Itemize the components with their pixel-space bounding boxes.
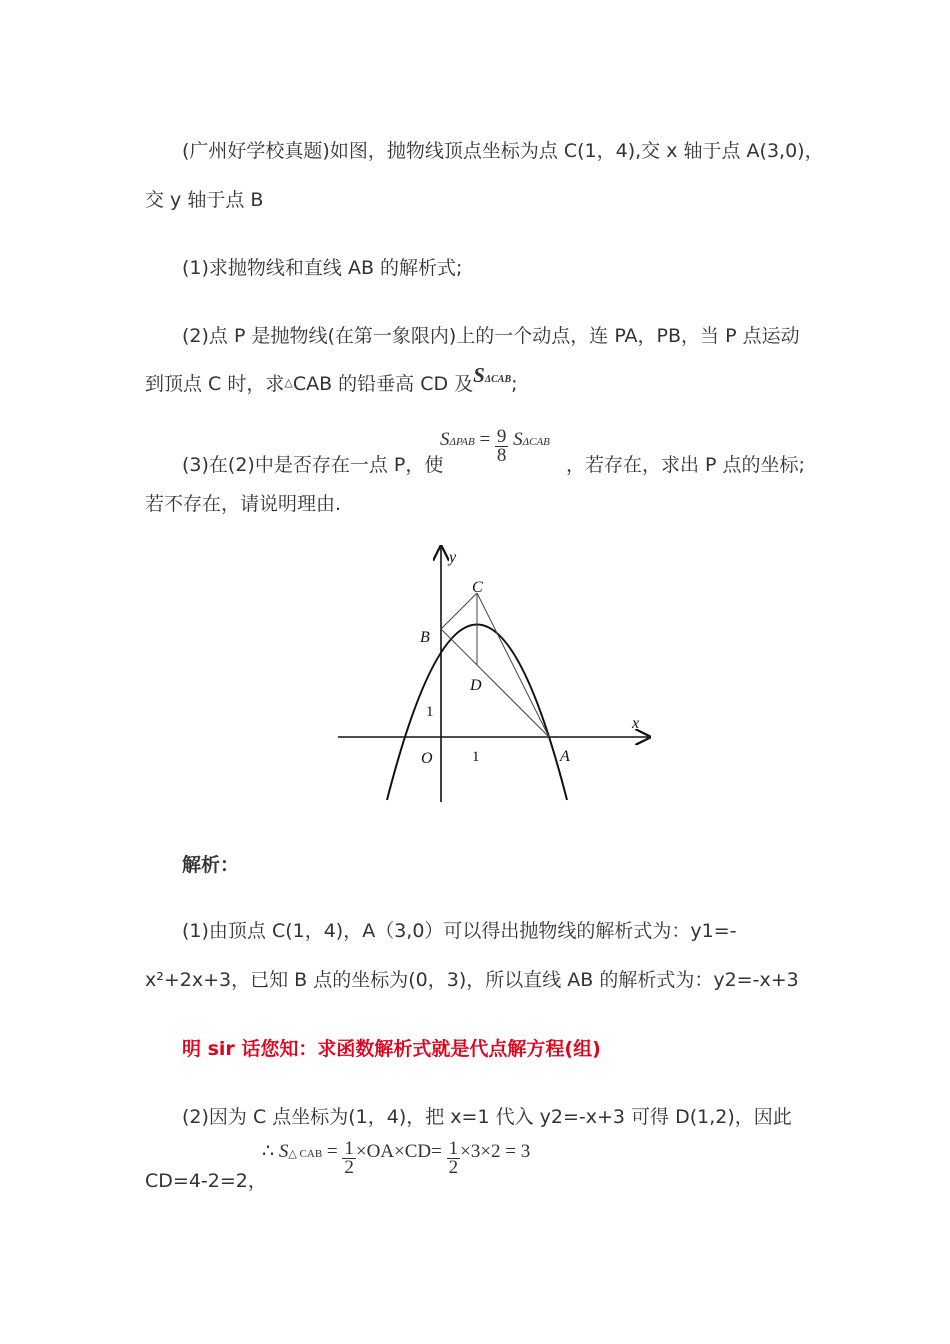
label-tick-y-1: 1 xyxy=(426,704,434,720)
segment-CA xyxy=(477,593,549,737)
triangle-symbol: △ xyxy=(284,376,293,389)
fraction-1-2-b: $\frac{1}{2}$ xyxy=(448,1138,459,1178)
label-y: y xyxy=(449,549,457,566)
q3-prefix: (3)在(2)中是否存在一点 P，使 xyxy=(182,454,444,476)
problem-intro-line2: 交 y 轴于点 B xyxy=(145,189,264,211)
parabola-figure xyxy=(330,540,660,810)
question-2-line1: (2)点 P 是抛物线(在第一象限内)上的一个动点，连 PA，PB，当 P 点运动 xyxy=(182,325,800,347)
question-2-line2 xyxy=(145,363,518,401)
solution-1-line1: (1)由顶点 C(1，4)，A（3,0）可以得出抛物线的解析式为：y1=- xyxy=(182,920,737,942)
segment-BA xyxy=(441,629,549,737)
solution-heading: 解析： xyxy=(182,854,240,876)
solution-1-line2: x²+2x+3，已知 B 点的坐标为(0，3)，所以直线 AB 的解析式为：y2=-x+3 xyxy=(145,969,799,991)
q3-formula: $S^{\Delta PAB}$ = $\frac{9}{8}$ $S^{\Delta CAB}$ xyxy=(440,426,550,466)
label-tick-x-1: 1 xyxy=(472,749,480,765)
problem-intro-line1: (广州好学校真题)如图，抛物线顶点坐标为点 C(1，4),交 x 轴于点 A(3,0)， xyxy=(182,140,824,162)
label-x: x xyxy=(632,715,640,732)
tip-text: 明 sir 话您知：求函数解析式就是代点解方程(组) xyxy=(182,1038,601,1060)
q2-end: ; xyxy=(511,373,518,395)
area-symbol: SΔCAB xyxy=(473,363,512,387)
fraction-1-2-a: $\frac{1}{2}$ xyxy=(344,1138,354,1178)
q2-text-a: 到顶点 C 时，求 xyxy=(145,373,285,395)
label-C: C xyxy=(472,579,483,596)
q3-suffix: ，若存在，求出 P 点的坐标; xyxy=(566,454,805,476)
label-A: A xyxy=(560,748,570,765)
label-D: D xyxy=(470,677,482,694)
question-1: (1)求抛物线和直线 AB 的解析式; xyxy=(182,257,463,279)
label-B: B xyxy=(420,629,430,646)
area-formula: ∴ $S^{\triangle CAB}$ = $\frac{1}{2}$ ×OA×CD= $\frac{1}{2}$ ×3×2 = 3 xyxy=(262,1138,531,1178)
solution-2-line2: CD=4-2=2， xyxy=(145,1170,267,1192)
solution-2-line1: (2)因为 C 点坐标为(1，4)，把 x=1 代入 y2=-x+3 可得 D(1,2)，因此 xyxy=(182,1106,792,1128)
fraction-9-8: $\frac{9}{8}$ xyxy=(496,426,507,466)
q2-text-b: CAB 的铅垂高 CD 及 xyxy=(292,373,474,395)
segment-BC xyxy=(441,593,477,629)
question-3-line2: 若不存在，请说明理由. xyxy=(145,493,342,515)
label-O: O xyxy=(421,750,433,767)
question-3-line1 xyxy=(182,452,443,478)
